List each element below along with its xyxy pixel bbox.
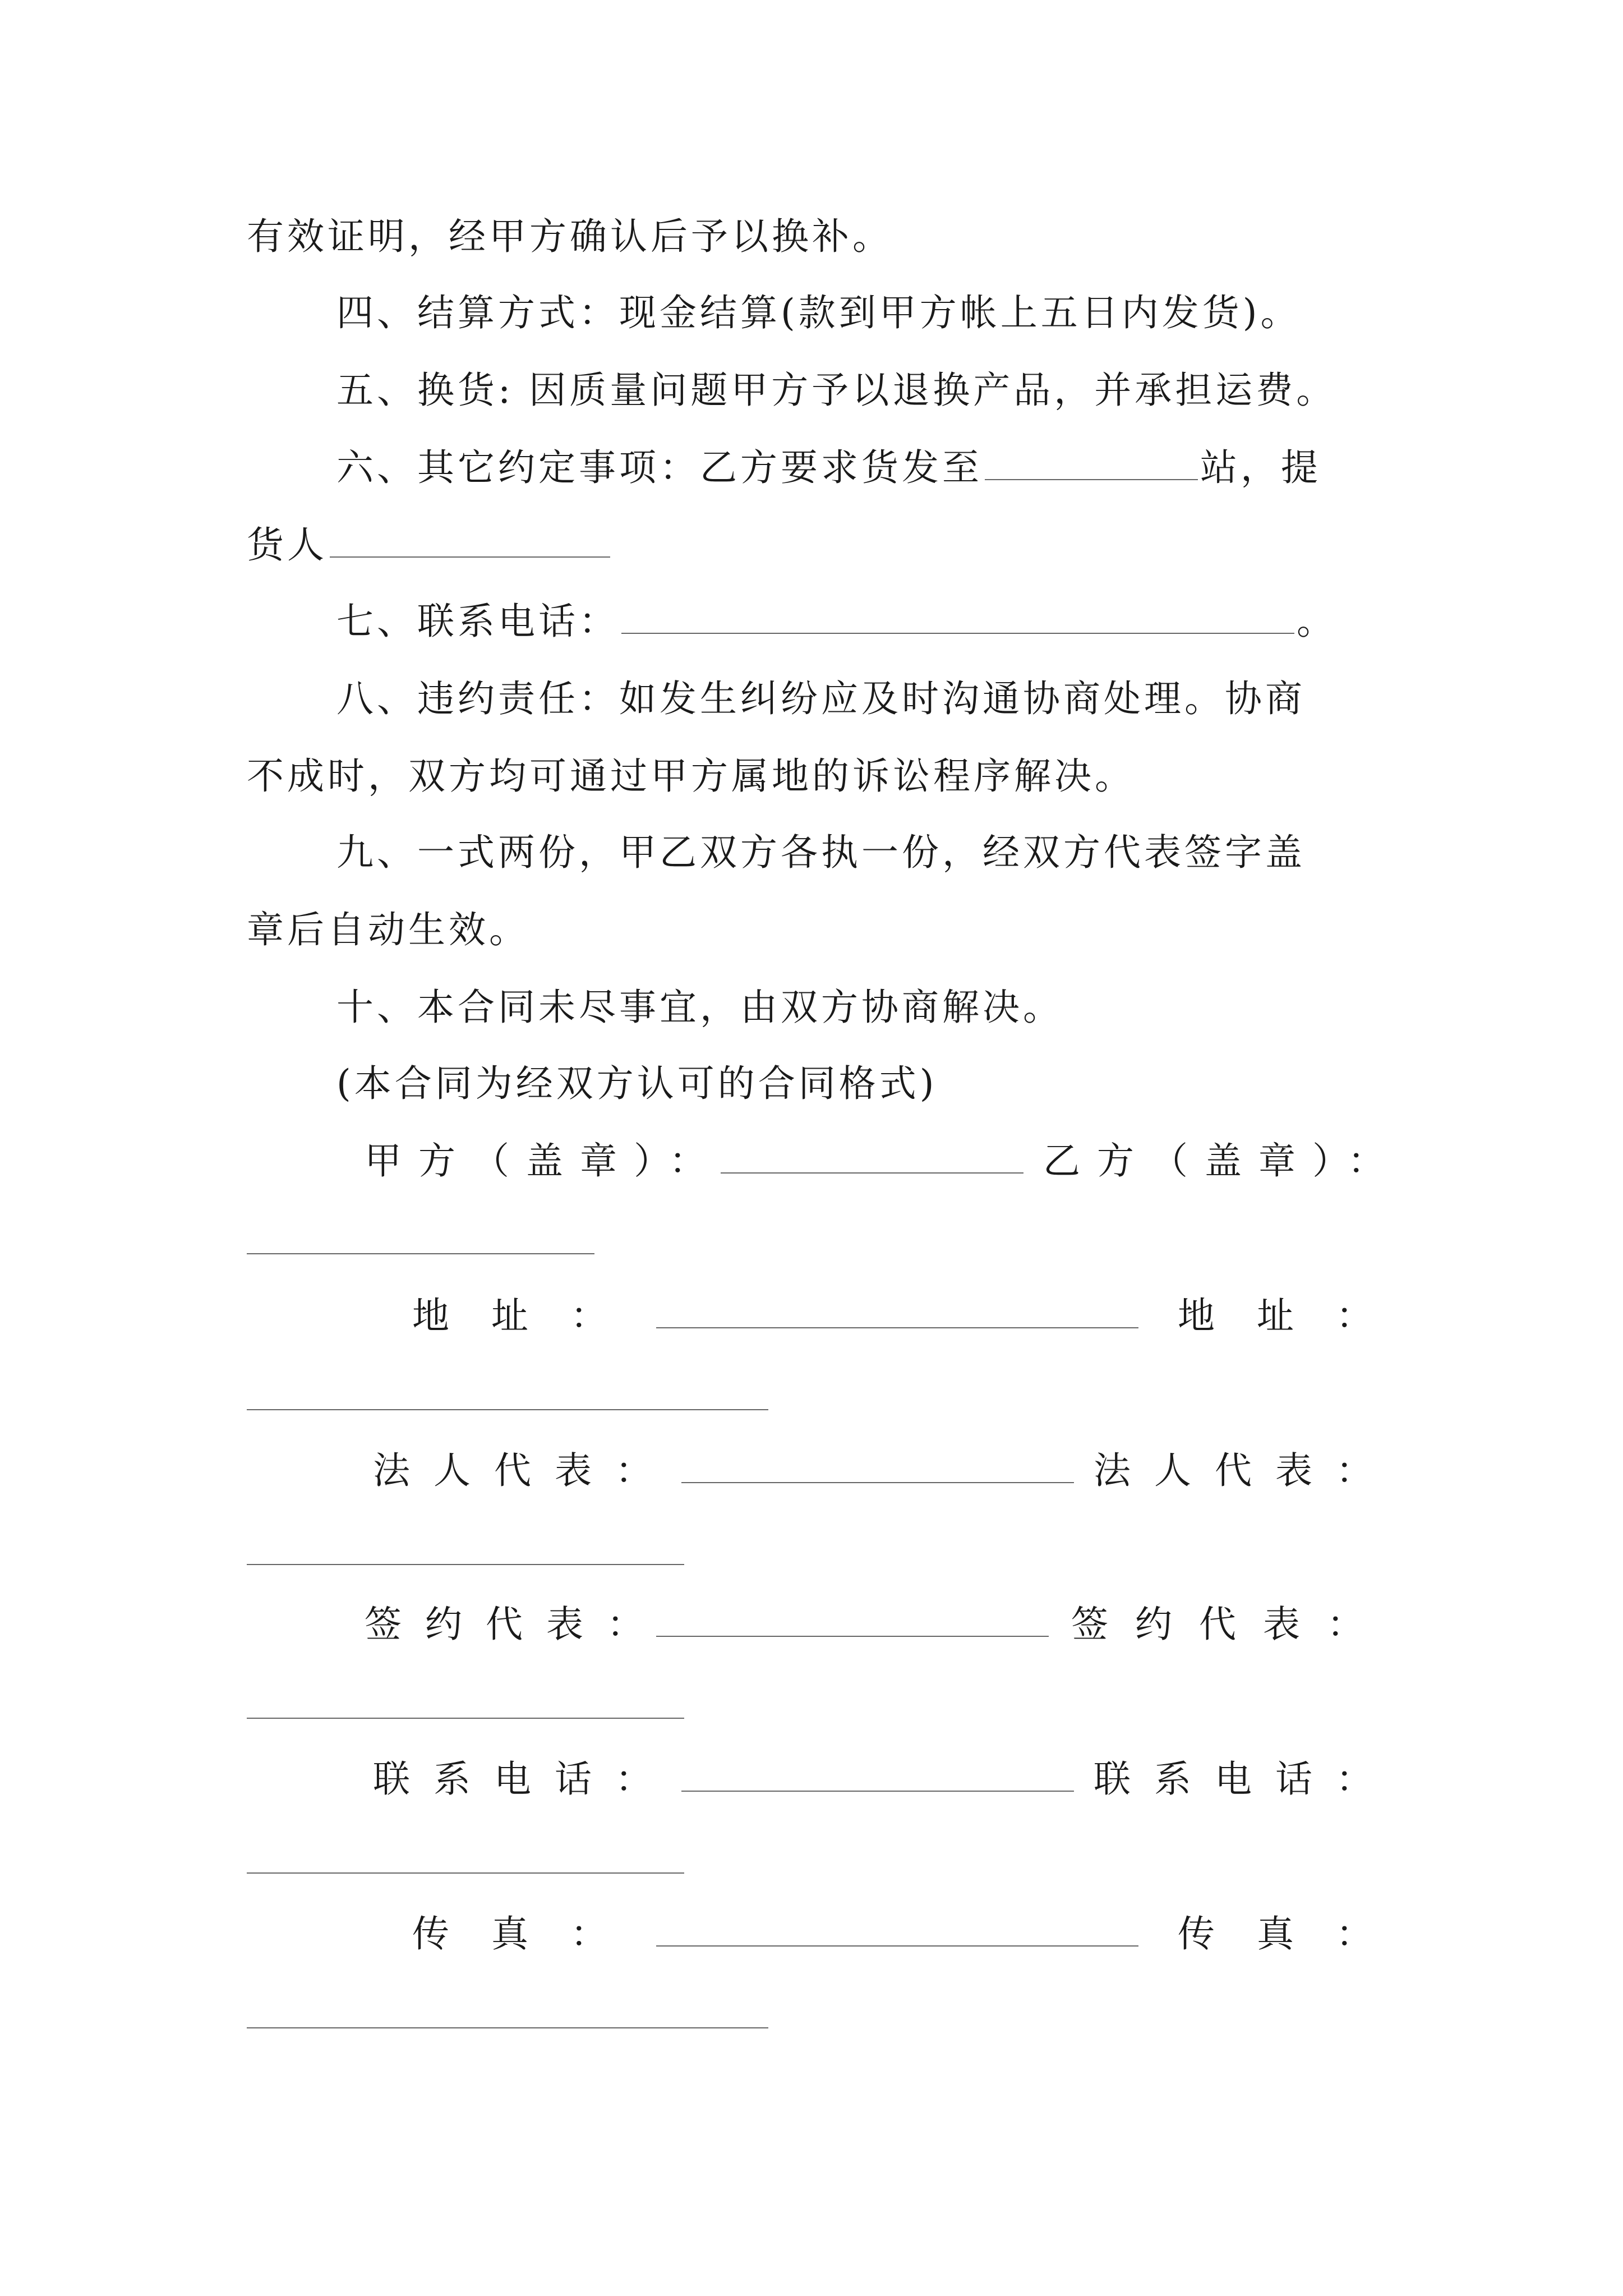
address-b-blank[interactable]: [247, 1408, 768, 1410]
address-a-label: 地址：: [412, 1294, 649, 1337]
other-terms-text: 六、其它约定事项：乙方要求货发至: [336, 446, 983, 489]
paragraph-other-terms: [336, 445, 1321, 490]
contact-phone-period: 。: [1297, 600, 1337, 643]
paragraph-consignee: [247, 523, 612, 568]
phone-a-blank[interactable]: [681, 1757, 1074, 1792]
paragraph-format-note: (本合同为经双方认可的合同格式): [336, 1062, 938, 1105]
fax-a-blank[interactable]: [656, 1912, 1138, 1947]
party-a-seal-label: 甲方（盖章）：: [365, 1139, 723, 1182]
paragraph-misc: 十、本合同未尽事宜，由双方协商解决。: [336, 986, 1063, 1029]
address-a-blank[interactable]: [656, 1294, 1138, 1328]
legal-rep-b-blank[interactable]: [247, 1563, 684, 1565]
paragraph-exchange: 五、换货: 因质量问题甲方予以退换产品，并承担运费。: [336, 369, 1337, 412]
signing-rep-a-blank[interactable]: [656, 1602, 1049, 1637]
paragraph-effective-proof: 有效证明，经甲方确认后予以换补。: [247, 215, 893, 258]
paragraph-copies-2: 章后自动生效。: [247, 908, 529, 951]
party-a-seal-blank[interactable]: [721, 1139, 1023, 1174]
contact-phone-label: 七、联系电话：: [336, 600, 619, 643]
phone-b-blank[interactable]: [247, 1871, 684, 1874]
paragraph-breach-2: 不成时，双方均可通过甲方属地的诉讼程序解决。: [247, 754, 1135, 798]
station-suffix: 站，提: [1200, 446, 1321, 489]
phone-b-label: 联系电话：: [1094, 1757, 1396, 1801]
paragraph-contact-phone: [336, 599, 1337, 644]
legal-rep-a-blank[interactable]: [681, 1448, 1074, 1483]
paragraph-settlement: 四、结算方式：现金结算(款到甲方帐上五日内发货)。: [336, 291, 1301, 334]
consignee-blank[interactable]: [330, 523, 610, 558]
station-blank[interactable]: [985, 445, 1198, 480]
signing-rep-b-label: 签约代表：: [1071, 1603, 1391, 1646]
contact-phone-blank[interactable]: [621, 599, 1294, 634]
signing-rep-a-label: 签约代表：: [365, 1603, 667, 1646]
legal-rep-a-label: 法人代表：: [373, 1449, 676, 1492]
signing-rep-b-blank[interactable]: [247, 1717, 684, 1719]
address-b-label: 地址：: [1178, 1294, 1415, 1337]
party-b-seal-blank[interactable]: [247, 1252, 594, 1254]
paragraph-breach-1: 八、违约责任：如发生纠纷应及时沟通协商处理。协商: [336, 677, 1306, 720]
legal-rep-b-label: 法人代表：: [1094, 1449, 1396, 1492]
consignee-label: 货人: [247, 523, 328, 567]
paragraph-copies-1: 九、一式两份，甲乙双方各执一份，经双方代表签字盖: [336, 831, 1306, 874]
fax-b-blank[interactable]: [247, 2026, 768, 2028]
fax-a-label: 传真：: [412, 1912, 649, 1955]
fax-b-label: 传真：: [1178, 1912, 1415, 1955]
phone-a-label: 联系电话：: [373, 1757, 676, 1801]
party-b-seal-label: 乙方（盖章）：: [1043, 1139, 1401, 1182]
